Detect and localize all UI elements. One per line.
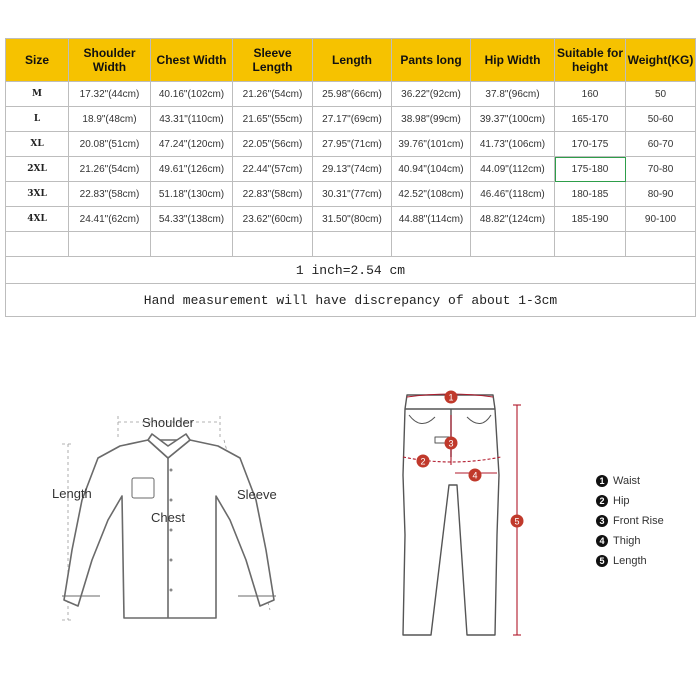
empty-cell <box>626 232 696 257</box>
marker-label: 2 <box>420 456 426 467</box>
size-cell: 4XL <box>6 207 69 232</box>
header-cell: Pants long <box>392 39 471 82</box>
header-cell: Chest Width <box>151 39 233 82</box>
table-row <box>6 157 696 182</box>
table-cell-selected[interactable]: 175-180 <box>555 157 626 182</box>
table-cell: 36.22"(92cm) <box>392 82 471 107</box>
legend-label: Waist <box>613 475 641 487</box>
table-row <box>6 182 696 207</box>
table-cell: 30.31"(77cm) <box>313 182 392 207</box>
note-row <box>6 257 696 284</box>
table-cell: 180-185 <box>555 182 626 207</box>
empty-cell <box>69 232 151 257</box>
table-cell: 18.9"(48cm) <box>69 107 151 132</box>
table-header-row <box>6 39 696 82</box>
legend-label: Front Rise <box>613 515 664 527</box>
shirt-outline <box>62 434 276 618</box>
header-cell: Shoulder Width <box>69 39 151 82</box>
legend-label: Thigh <box>613 535 641 547</box>
table-cell: 48.82"(124cm) <box>471 207 555 232</box>
table-cell: 20.08"(51cm) <box>69 132 151 157</box>
table-cell: 46.46"(118cm) <box>471 182 555 207</box>
table-cell: 31.50"(80cm) <box>313 207 392 232</box>
chest-label: Chest <box>151 510 185 525</box>
table-cell: 43.31"(110cm) <box>151 107 233 132</box>
header-cell: Suitable for height <box>555 39 626 82</box>
table-row <box>6 82 696 107</box>
number-2-icon: 2 <box>596 495 608 507</box>
size-cell: XL <box>6 132 69 157</box>
shoulder-label: Shoulder <box>141 415 195 430</box>
size-cell: 3XL <box>6 182 69 207</box>
table-cell: 90-100 <box>626 207 696 232</box>
table-cell: 44.88"(114cm) <box>392 207 471 232</box>
table-cell: 21.26"(54cm) <box>233 82 313 107</box>
table-cell: 38.98"(99cm) <box>392 107 471 132</box>
size-cell: L <box>6 107 69 132</box>
marker-label: 3 <box>448 438 454 449</box>
empty-cell <box>555 232 626 257</box>
size-cell: 2XL <box>6 157 69 182</box>
table-cell: 37.8"(96cm) <box>471 82 555 107</box>
table-cell: 40.94"(104cm) <box>392 157 471 182</box>
table-cell: 160 <box>555 82 626 107</box>
number-4-icon: 4 <box>596 535 608 547</box>
table-cell: 50-60 <box>626 107 696 132</box>
table-cell: 21.26"(54cm) <box>69 157 151 182</box>
length-label: Length <box>52 486 92 501</box>
table-cell: 22.83"(58cm) <box>233 182 313 207</box>
empty-cell <box>313 232 392 257</box>
legend-item <box>596 471 696 491</box>
empty-cell <box>392 232 471 257</box>
size-cell: M <box>6 82 69 107</box>
pants-legend <box>596 471 696 571</box>
legend-item <box>596 511 696 531</box>
pants-measurement-diagram <box>385 385 545 645</box>
table-cell: 22.83"(58cm) <box>69 182 151 207</box>
table-cell: 22.05"(56cm) <box>233 132 313 157</box>
table-cell: 17.32"(44cm) <box>69 82 151 107</box>
table-cell: 24.41"(62cm) <box>69 207 151 232</box>
table-cell: 80-90 <box>626 182 696 207</box>
table-cell: 51.18"(130cm) <box>151 182 233 207</box>
marker-label: 5 <box>514 516 520 527</box>
legend-item <box>596 491 696 511</box>
empty-cell <box>6 232 69 257</box>
table-row <box>6 207 696 232</box>
table-cell: 40.16"(102cm) <box>151 82 233 107</box>
table-cell: 170-175 <box>555 132 626 157</box>
shirt-measurement-diagram <box>40 400 300 640</box>
table-cell: 27.95"(71cm) <box>313 132 392 157</box>
discrepancy-note: Hand measurement will have discrepancy of about 1-3cm <box>6 284 696 317</box>
table-cell: 165-170 <box>555 107 626 132</box>
header-cell: Hip Width <box>471 39 555 82</box>
legend-label: Length <box>613 555 647 567</box>
empty-cell <box>151 232 233 257</box>
marker-label: 1 <box>448 392 454 403</box>
number-5-icon: 5 <box>596 555 608 567</box>
table-cell: 39.76"(101cm) <box>392 132 471 157</box>
empty-cell <box>233 232 313 257</box>
legend-item <box>596 551 696 571</box>
table-cell: 39.37"(100cm) <box>471 107 555 132</box>
table-row <box>6 107 696 132</box>
table-cell: 50 <box>626 82 696 107</box>
table-cell: 41.73"(106cm) <box>471 132 555 157</box>
table-cell: 54.33"(138cm) <box>151 207 233 232</box>
table-cell: 29.13"(74cm) <box>313 157 392 182</box>
note-row <box>6 284 696 317</box>
legend-label: Hip <box>613 495 630 507</box>
sleeve-label: Sleeve <box>237 487 277 502</box>
header-cell: Weight(KG) <box>626 39 696 82</box>
table-cell: 25.98"(66cm) <box>313 82 392 107</box>
number-1-icon: 1 <box>596 475 608 487</box>
table-cell: 22.44"(57cm) <box>233 157 313 182</box>
table-cell: 49.61"(126cm) <box>151 157 233 182</box>
table-cell: 185-190 <box>555 207 626 232</box>
table-cell: 60-70 <box>626 132 696 157</box>
blank-row <box>6 232 696 257</box>
header-cell: Sleeve Length <box>233 39 313 82</box>
marker-label: 4 <box>472 470 478 481</box>
table-cell: 27.17"(69cm) <box>313 107 392 132</box>
table-cell: 70-80 <box>626 157 696 182</box>
header-cell: Size <box>6 39 69 82</box>
inch-conversion-note: 1 inch=2.54 cm <box>6 257 696 284</box>
number-3-icon: 3 <box>596 515 608 527</box>
table-cell: 44.09"(112cm) <box>471 157 555 182</box>
header-cell: Length <box>313 39 392 82</box>
table-cell: 23.62"(60cm) <box>233 207 313 232</box>
size-chart-table <box>5 38 696 317</box>
table-cell: 47.24"(120cm) <box>151 132 233 157</box>
table-row <box>6 132 696 157</box>
table-cell: 42.52"(108cm) <box>392 182 471 207</box>
legend-item <box>596 531 696 551</box>
table-cell: 21.65"(55cm) <box>233 107 313 132</box>
empty-cell <box>471 232 555 257</box>
